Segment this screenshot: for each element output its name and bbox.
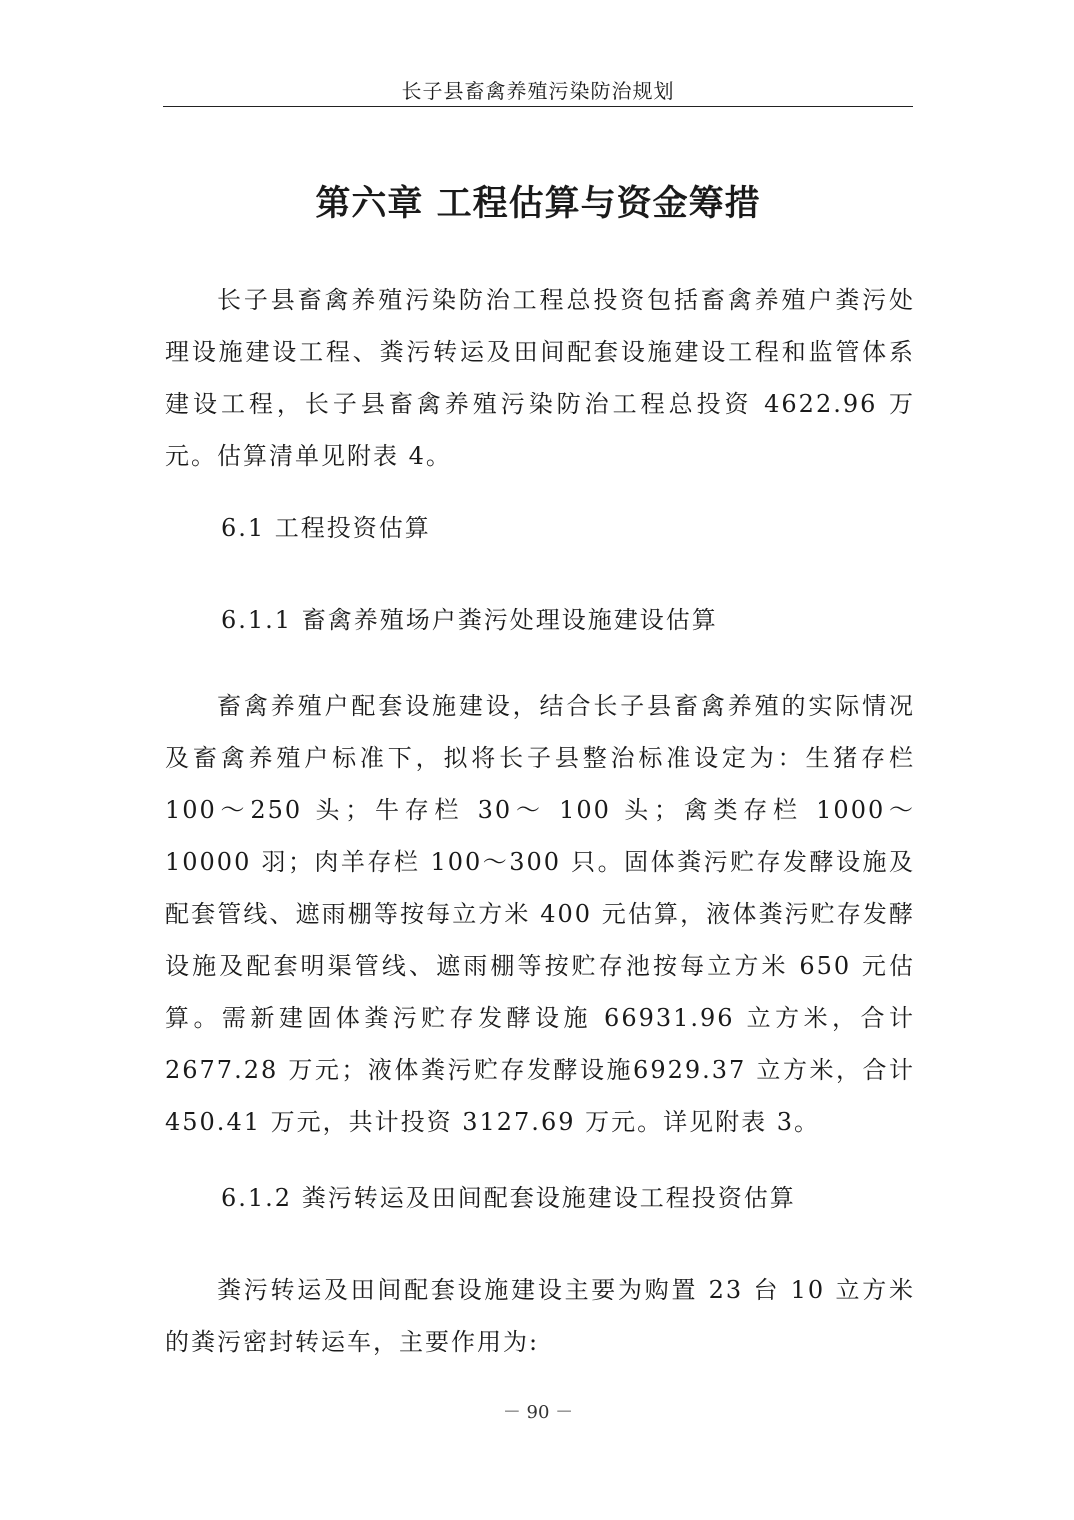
running-header: 长子县畜禽养殖污染防治规划 xyxy=(401,79,675,103)
intro-paragraph: 长子县畜禽养殖污染防治工程总投资包括畜禽养殖户粪污处理设施建设工程、粪污转运及田间配套设施建设工程和监管体系建设工程，长子县畜禽养殖污染防治工程总投资 4622.96 万元。估算清单见附表 4。 xyxy=(165,286,915,470)
paragraph-6-1-1: 畜禽养殖户配套设施建设，结合长子县畜禽养殖的实际情况及畜禽养殖户标准下，拟将长子县整治标准设定为：生猪存栏 100～250 头；牛存栏 30～ 100 头；禽类存栏 1000～ 10000 羽；肉羊存栏 100～300 只。固体粪污贮存发酵设施及配套管线、遮雨棚等按每立方米 400 元估算，液体粪污贮存发酵设施及配套明渠管线、遮雨棚等按贮存池按每立方米 650 元估算。需新建固体粪污贮存发酵设施 66931.96 立方米，合计 2677.28 万元；液体粪污贮存发酵设施6929.37 立方米，合计 450.41 万元，共计投资 3127.69 万元。详见附表 3。 xyxy=(165,692,915,1136)
page-number: － 90 － xyxy=(502,1402,574,1423)
chapter-title: 第六章 工程估算与资金筹措 xyxy=(315,184,761,224)
header-divider xyxy=(163,106,913,107)
section-heading-6-1-2: 6.1.2 粪污转运及田间配套设施建设工程投资估算 xyxy=(221,1184,796,1212)
section-heading-6-1: 6.1 工程投资估算 xyxy=(221,514,431,542)
section-heading-6-1-1: 6.1.1 畜禽养殖场户粪污处理设施建设估算 xyxy=(221,606,718,634)
paragraph-6-1-2: 粪污转运及田间配套设施建设主要为购置 23 台 10 立方米的粪污密封转运车，主要作用为: xyxy=(165,1276,915,1356)
